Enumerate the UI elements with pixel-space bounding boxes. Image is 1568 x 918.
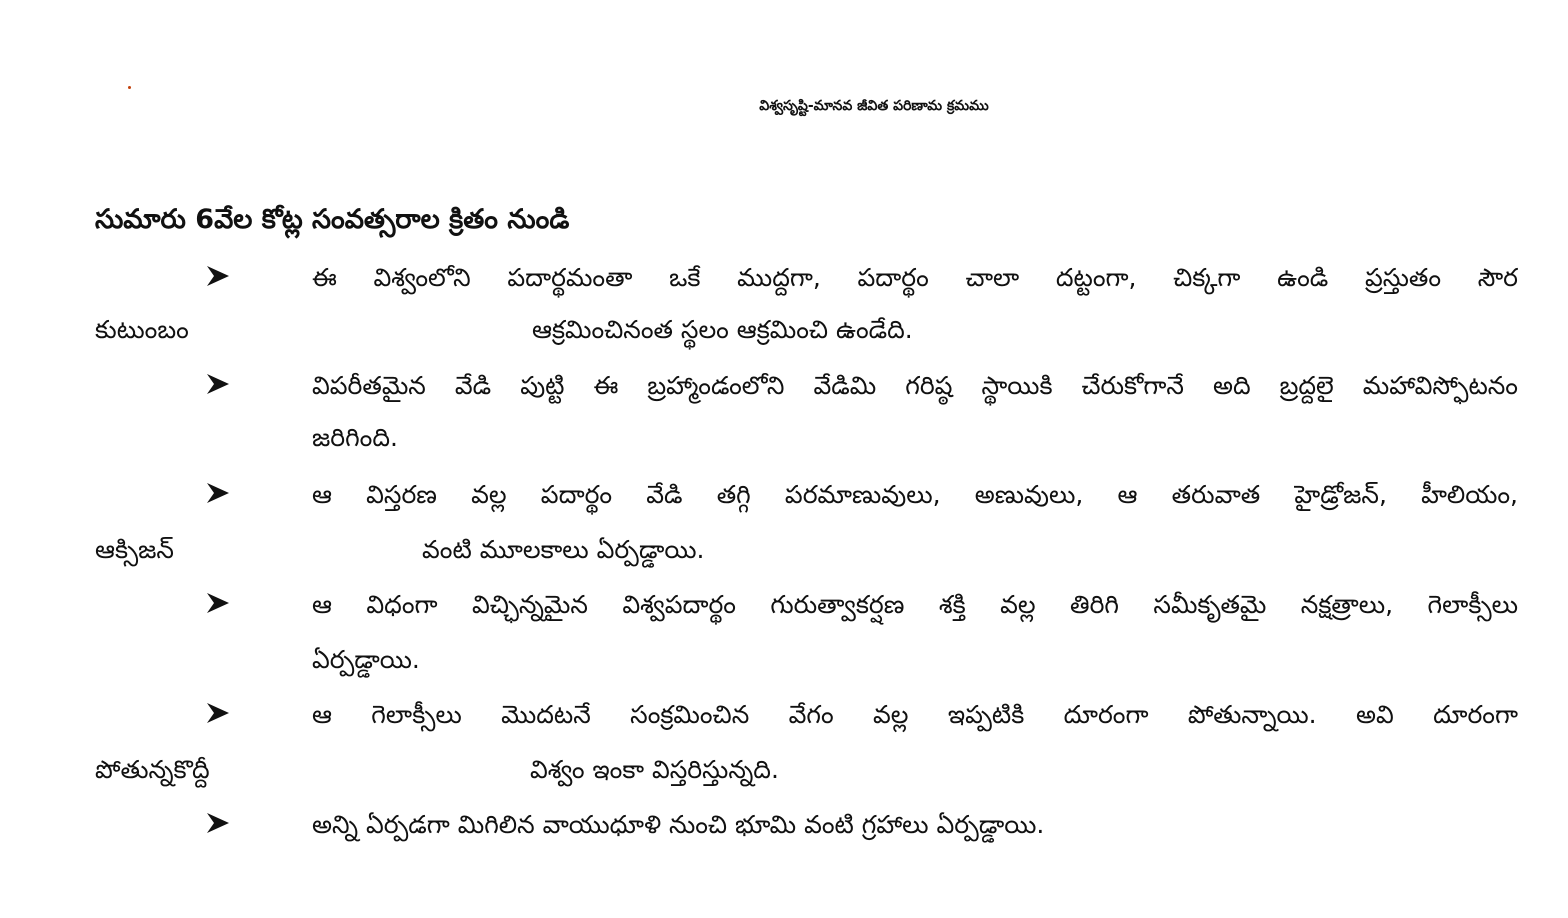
arrowhead-bullet-icon bbox=[206, 481, 230, 505]
bullet-item-5-continuation bbox=[0, 750, 1568, 798]
bullet-1-lead-word: కుటుంబం bbox=[95, 315, 189, 344]
bullet-item-6 bbox=[0, 805, 1568, 853]
bullet-1-line-2: ఆక్రమించినంత స్థలం ఆక్రమించి ఉండేది. bbox=[532, 315, 913, 344]
bullet-item-1-continuation bbox=[0, 310, 1568, 358]
bullet-item-4 bbox=[0, 585, 1568, 633]
bullet-5-lead-word: పోతున్నకొద్దీ bbox=[95, 755, 210, 784]
bullet-3-lead-word: ఆక్సిజన్ bbox=[95, 535, 174, 564]
bullet-4-line-1: ఆ విధంగా విచ్ఛిన్నమైన విశ్వపదార్థం గురుత్వాకర్షణ శక్తి వల్ల తిరిగి సమీకృతమై నక్షత్రాలు, గెలాక్సీలు bbox=[312, 590, 1518, 619]
section-subheading: సుమారు 6వేల కోట్ల సంవత్సరాల క్రితం నుండి bbox=[95, 204, 570, 235]
bullet-item-3-continuation bbox=[0, 530, 1568, 578]
arrowhead-bullet-icon bbox=[206, 591, 230, 615]
bullet-4-line-2: ఏర్పడ్డాయి. bbox=[312, 645, 420, 674]
bullet-item-2-continuation bbox=[0, 418, 1568, 466]
bullet-item-5 bbox=[0, 695, 1568, 743]
bullet-item-4-continuation bbox=[0, 640, 1568, 688]
bullet-5-line-2: విశ్వం ఇంకా విస్తరిస్తున్నది. bbox=[530, 755, 779, 784]
bullet-3-line-2: వంటి మూలకాలు ఏర్పడ్డాయి. bbox=[422, 535, 705, 564]
page-title: విశ్వసృష్టి-మానవ జీవిత పరిణామ క్రమము bbox=[759, 98, 989, 114]
arrowhead-bullet-icon bbox=[206, 372, 230, 396]
bullet-2-line-1: విపరీతమైన వేడి పుట్టి ఈ బ్రహ్మాండంలోని వేడిమి గరిష్ఠ స్థాయికి చేరుకోగానే అది బ్రద్దలై మహావిస్ఫోటనం bbox=[312, 371, 1518, 400]
arrowhead-bullet-icon bbox=[206, 701, 230, 725]
arrowhead-bullet-icon bbox=[206, 811, 230, 835]
bullet-5-line-1: ఆ గెలాక్సీలు మొదటనే సంక్రమించిన వేగం వల్ల ఇప్పటికి దూరంగా పోతున్నాయి. అవి దూరంగా bbox=[312, 700, 1518, 729]
bullet-3-line-1: ఆ విస్తరణ వల్ల పదార్థం వేడి తగ్గి పరమాణువులు, అణువులు, ఆ తరువాత హైడ్రోజన్, హీలియం, bbox=[312, 480, 1518, 509]
arrowhead-bullet-icon bbox=[206, 264, 230, 288]
bullet-item-1 bbox=[0, 258, 1568, 306]
bullet-6-line-1: అన్ని ఏర్పడగా మిగిలిన వాయుధూళి నుంచి భూమి వంటి గ్రహాలు ఏర్పడ్డాయి. bbox=[312, 810, 1045, 839]
bullet-1-line-1: ఈ విశ్వంలోని పదార్థమంతా ఒకే ముద్దగా, పదార్థం చాలా దట్టంగా, చిక్కగా ఉండి ప్రస్తుతం సౌర bbox=[312, 263, 1518, 292]
bullet-item-2 bbox=[0, 366, 1568, 414]
bullet-item-3 bbox=[0, 475, 1568, 523]
bullet-2-line-2: జరిగింది. bbox=[312, 423, 398, 452]
